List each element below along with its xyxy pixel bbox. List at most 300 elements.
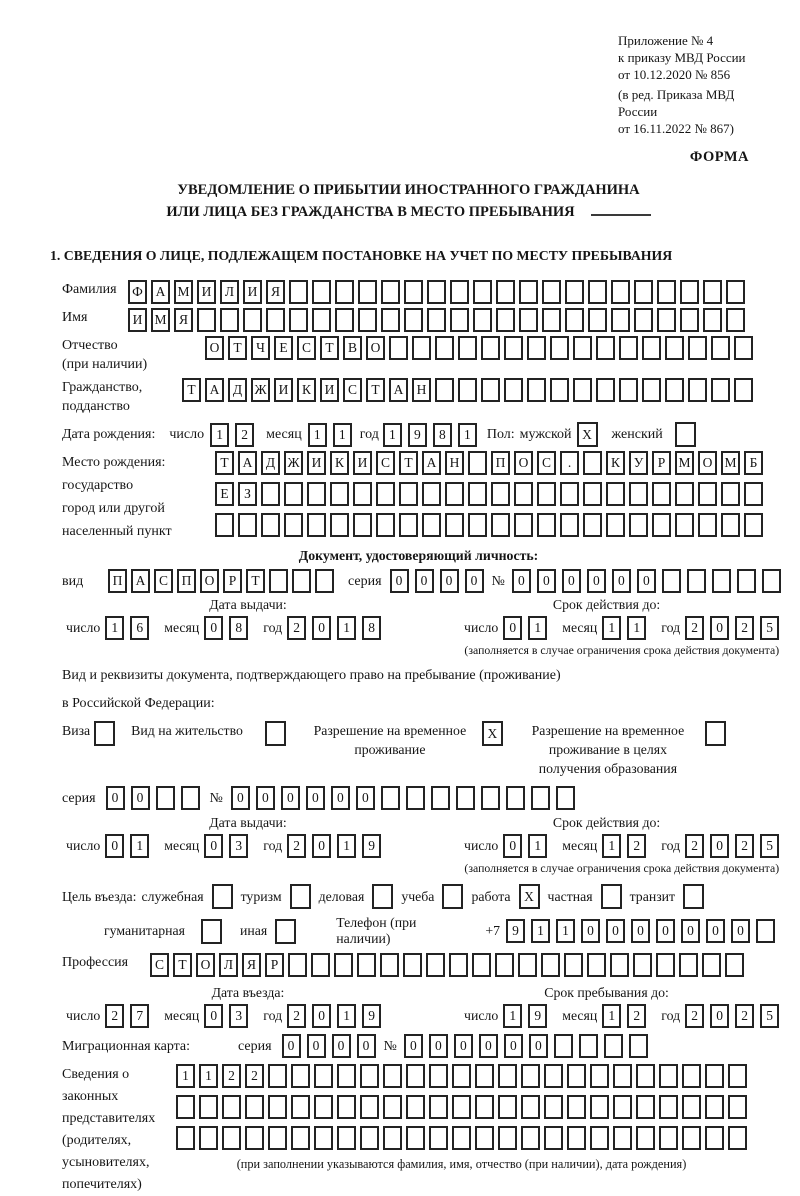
form-cell[interactable] <box>680 308 699 332</box>
form-cell[interactable]: 5 <box>760 616 779 640</box>
form-cell[interactable] <box>245 1095 264 1119</box>
form-cell[interactable]: Ф <box>128 280 147 304</box>
form-cell[interactable]: 1 <box>105 616 124 640</box>
form-cell[interactable] <box>399 482 418 506</box>
form-cell[interactable] <box>445 513 464 537</box>
form-cell[interactable] <box>284 513 303 537</box>
form-cell[interactable]: 0 <box>332 1034 351 1058</box>
form-cell[interactable] <box>550 378 569 402</box>
stay-month-input[interactable] <box>602 1004 646 1028</box>
form-cell[interactable]: 0 <box>681 919 700 943</box>
form-cell[interactable] <box>728 1064 747 1088</box>
res-issue-month-input[interactable] <box>204 834 248 858</box>
birth-place-row1[interactable] <box>215 451 763 475</box>
form-cell[interactable] <box>521 1095 540 1119</box>
citizenship-input[interactable] <box>182 378 753 402</box>
form-cell[interactable]: 2 <box>287 616 306 640</box>
form-cell[interactable] <box>427 280 446 304</box>
expiry-year-input[interactable] <box>685 616 779 640</box>
form-cell[interactable]: Ч <box>251 336 270 360</box>
form-cell[interactable] <box>458 378 477 402</box>
form-cell[interactable] <box>521 1064 540 1088</box>
form-cell[interactable] <box>703 308 722 332</box>
form-cell[interactable]: И <box>128 308 147 332</box>
form-cell[interactable]: 1 <box>503 1004 522 1028</box>
form-cell[interactable]: 0 <box>656 919 675 943</box>
birth-month-input[interactable] <box>308 423 352 447</box>
form-cell[interactable] <box>222 1126 241 1150</box>
form-cell[interactable] <box>435 336 454 360</box>
form-cell[interactable] <box>406 1126 425 1150</box>
form-cell[interactable] <box>656 953 675 977</box>
form-cell[interactable] <box>330 482 349 506</box>
form-cell[interactable] <box>705 721 726 746</box>
form-cell[interactable]: С <box>537 451 556 475</box>
form-cell[interactable] <box>705 1126 724 1150</box>
sex-female-checkbox[interactable] <box>675 422 696 447</box>
form-cell[interactable] <box>737 569 756 593</box>
form-cell[interactable] <box>429 1064 448 1088</box>
form-cell[interactable] <box>659 1095 678 1119</box>
form-cell[interactable] <box>334 953 353 977</box>
form-cell[interactable] <box>450 280 469 304</box>
form-cell[interactable]: 1 <box>210 423 229 447</box>
form-cell[interactable] <box>289 308 308 332</box>
form-cell[interactable]: К <box>330 451 349 475</box>
form-cell[interactable] <box>496 280 515 304</box>
form-cell[interactable] <box>426 953 445 977</box>
form-cell[interactable] <box>725 953 744 977</box>
form-cell[interactable]: 0 <box>256 786 275 810</box>
form-cell[interactable]: 1 <box>199 1064 218 1088</box>
form-cell[interactable]: 5 <box>760 1004 779 1028</box>
form-cell[interactable] <box>541 953 560 977</box>
form-cell[interactable] <box>544 1064 563 1088</box>
form-cell[interactable]: А <box>389 378 408 402</box>
form-cell[interactable]: Я <box>242 953 261 977</box>
form-cell[interactable] <box>335 280 354 304</box>
birth-place-row2[interactable] <box>215 482 763 506</box>
form-cell[interactable]: 3 <box>229 834 248 858</box>
form-cell[interactable] <box>290 884 311 909</box>
sex-male-checkbox[interactable] <box>577 422 598 447</box>
form-cell[interactable] <box>197 308 216 332</box>
form-cell[interactable]: 2 <box>287 1004 306 1028</box>
form-cell[interactable]: 0 <box>282 1034 301 1058</box>
form-cell[interactable]: О <box>698 451 717 475</box>
form-cell[interactable] <box>353 482 372 506</box>
form-cell[interactable]: О <box>366 336 385 360</box>
form-cell[interactable]: 0 <box>331 786 350 810</box>
stay-year-input[interactable] <box>685 1004 779 1028</box>
form-cell[interactable] <box>176 1126 195 1150</box>
form-cell[interactable] <box>567 1064 586 1088</box>
form-cell[interactable]: 0 <box>454 1034 473 1058</box>
form-cell[interactable] <box>583 482 602 506</box>
form-cell[interactable]: 0 <box>710 616 729 640</box>
form-cell[interactable]: 1 <box>383 423 402 447</box>
form-cell[interactable]: Р <box>265 953 284 977</box>
form-cell[interactable]: Т <box>173 953 192 977</box>
form-cell[interactable] <box>688 378 707 402</box>
form-cell[interactable]: Т <box>182 378 201 402</box>
form-cell[interactable] <box>261 482 280 506</box>
form-cell[interactable] <box>311 953 330 977</box>
form-cell[interactable] <box>269 569 288 593</box>
form-cell[interactable] <box>220 308 239 332</box>
form-cell[interactable]: А <box>205 378 224 402</box>
form-cell[interactable]: И <box>320 378 339 402</box>
form-cell[interactable] <box>659 1126 678 1150</box>
form-cell[interactable]: С <box>376 451 395 475</box>
form-cell[interactable] <box>468 513 487 537</box>
form-cell[interactable] <box>756 919 775 943</box>
form-cell[interactable]: М <box>675 451 694 475</box>
form-cell[interactable]: И <box>307 451 326 475</box>
form-cell[interactable] <box>698 482 717 506</box>
form-cell[interactable] <box>422 482 441 506</box>
form-cell[interactable]: 0 <box>415 569 434 593</box>
form-cell[interactable] <box>406 1064 425 1088</box>
form-cell[interactable] <box>590 1064 609 1088</box>
form-cell[interactable]: И <box>243 280 262 304</box>
form-cell[interactable]: 9 <box>362 1004 381 1028</box>
form-cell[interactable]: З <box>238 482 257 506</box>
form-cell[interactable] <box>531 786 550 810</box>
form-cell[interactable] <box>636 1064 655 1088</box>
form-cell[interactable]: 1 <box>130 834 149 858</box>
purpose-study-checkbox[interactable] <box>442 884 463 909</box>
phone-input[interactable] <box>506 919 775 943</box>
form-cell[interactable]: 1 <box>602 616 621 640</box>
birth-place-row3[interactable] <box>215 513 763 537</box>
form-cell[interactable]: О <box>205 336 224 360</box>
form-cell[interactable] <box>633 953 652 977</box>
res-expiry-month-input[interactable] <box>602 834 646 858</box>
form-cell[interactable]: Р <box>652 451 671 475</box>
form-cell[interactable]: 0 <box>503 834 522 858</box>
form-cell[interactable] <box>291 1126 310 1150</box>
form-cell[interactable] <box>679 953 698 977</box>
form-cell[interactable]: 0 <box>612 569 631 593</box>
form-cell[interactable] <box>357 953 376 977</box>
form-cell[interactable] <box>527 336 546 360</box>
entry-year-input[interactable] <box>287 1004 381 1028</box>
form-cell[interactable]: В <box>343 336 362 360</box>
form-cell[interactable] <box>514 513 533 537</box>
form-cell[interactable]: П <box>108 569 127 593</box>
form-cell[interactable]: 2 <box>287 834 306 858</box>
form-cell[interactable] <box>360 1126 379 1150</box>
form-cell[interactable] <box>636 1126 655 1150</box>
form-cell[interactable] <box>579 1034 598 1058</box>
form-cell[interactable]: 6 <box>130 616 149 640</box>
form-cell[interactable] <box>542 280 561 304</box>
form-cell[interactable]: Т <box>320 336 339 360</box>
form-cell[interactable] <box>475 1126 494 1150</box>
purpose-tourism-checkbox[interactable] <box>290 884 311 909</box>
form-cell[interactable] <box>452 1126 471 1150</box>
form-cell[interactable] <box>245 1126 264 1150</box>
form-cell[interactable]: Л <box>220 280 239 304</box>
form-cell[interactable]: 0 <box>204 616 223 640</box>
form-cell[interactable] <box>452 1095 471 1119</box>
form-cell[interactable]: 1 <box>337 834 356 858</box>
temp-residence-education-checkbox[interactable] <box>705 721 726 746</box>
form-cell[interactable] <box>711 336 730 360</box>
form-cell[interactable]: 0 <box>390 569 409 593</box>
form-cell[interactable] <box>360 1095 379 1119</box>
form-cell[interactable] <box>682 1095 701 1119</box>
form-cell[interactable] <box>376 482 395 506</box>
form-cell[interactable] <box>288 953 307 977</box>
form-cell[interactable] <box>634 308 653 332</box>
form-cell[interactable] <box>537 482 556 506</box>
form-cell[interactable] <box>456 786 475 810</box>
form-cell[interactable] <box>606 482 625 506</box>
form-cell[interactable]: Т <box>228 336 247 360</box>
form-cell[interactable]: 1 <box>627 616 646 640</box>
form-cell[interactable]: X <box>482 721 503 746</box>
form-cell[interactable]: О <box>200 569 219 593</box>
form-cell[interactable] <box>705 1064 724 1088</box>
form-cell[interactable] <box>702 953 721 977</box>
form-cell[interactable]: 7 <box>130 1004 149 1028</box>
form-cell[interactable] <box>266 308 285 332</box>
form-cell[interactable]: 5 <box>760 834 779 858</box>
form-cell[interactable] <box>498 1064 517 1088</box>
form-cell[interactable]: 8 <box>229 616 248 640</box>
form-cell[interactable] <box>604 1034 623 1058</box>
form-cell[interactable]: 0 <box>106 786 125 810</box>
form-cell[interactable] <box>268 1095 287 1119</box>
form-cell[interactable] <box>94 721 115 746</box>
form-cell[interactable] <box>431 786 450 810</box>
form-cell[interactable]: 0 <box>581 919 600 943</box>
issue-year-input[interactable] <box>287 616 381 640</box>
form-cell[interactable]: 0 <box>204 1004 223 1028</box>
form-cell[interactable]: К <box>297 378 316 402</box>
res-expiry-year-input[interactable] <box>685 834 779 858</box>
form-cell[interactable] <box>427 308 446 332</box>
form-cell[interactable]: М <box>151 308 170 332</box>
form-cell[interactable]: 0 <box>429 1034 448 1058</box>
form-cell[interactable] <box>372 884 393 909</box>
form-cell[interactable]: Д <box>228 378 247 402</box>
form-cell[interactable] <box>518 953 537 977</box>
form-cell[interactable]: 0 <box>504 1034 523 1058</box>
form-cell[interactable] <box>292 569 311 593</box>
form-cell[interactable]: О <box>514 451 533 475</box>
form-cell[interactable]: 1 <box>176 1064 195 1088</box>
form-cell[interactable] <box>504 378 523 402</box>
form-cell[interactable] <box>449 953 468 977</box>
form-cell[interactable] <box>688 336 707 360</box>
form-cell[interactable]: 0 <box>606 919 625 943</box>
form-cell[interactable]: 9 <box>362 834 381 858</box>
purpose-transit-checkbox[interactable] <box>683 884 704 909</box>
form-cell[interactable] <box>376 513 395 537</box>
form-cell[interactable] <box>613 1064 632 1088</box>
form-cell[interactable] <box>291 1095 310 1119</box>
form-cell[interactable] <box>544 1095 563 1119</box>
form-cell[interactable] <box>657 308 676 332</box>
form-cell[interactable] <box>634 280 653 304</box>
form-cell[interactable] <box>353 513 372 537</box>
form-cell[interactable]: Е <box>274 336 293 360</box>
form-cell[interactable] <box>291 1064 310 1088</box>
issue-day-input[interactable] <box>105 616 149 640</box>
form-cell[interactable]: 0 <box>440 569 459 593</box>
form-cell[interactable]: 0 <box>312 834 331 858</box>
form-cell[interactable]: 0 <box>529 1034 548 1058</box>
form-cell[interactable] <box>613 1095 632 1119</box>
res-issue-day-input[interactable] <box>105 834 149 858</box>
form-cell[interactable] <box>468 482 487 506</box>
form-cell[interactable]: С <box>343 378 362 402</box>
form-cell[interactable]: 1 <box>602 834 621 858</box>
form-cell[interactable] <box>429 1095 448 1119</box>
form-cell[interactable]: К <box>606 451 625 475</box>
form-cell[interactable] <box>560 482 579 506</box>
form-cell[interactable] <box>734 378 753 402</box>
temp-residence-checkbox[interactable] <box>482 721 503 746</box>
form-cell[interactable]: 0 <box>537 569 556 593</box>
form-cell[interactable]: 1 <box>337 616 356 640</box>
migration-series-input[interactable] <box>282 1034 376 1058</box>
form-cell[interactable]: 0 <box>706 919 725 943</box>
form-cell[interactable]: 9 <box>506 919 525 943</box>
form-cell[interactable] <box>601 884 622 909</box>
form-cell[interactable] <box>199 1126 218 1150</box>
form-cell[interactable] <box>496 308 515 332</box>
form-cell[interactable] <box>381 786 400 810</box>
form-cell[interactable] <box>330 513 349 537</box>
form-cell[interactable] <box>312 308 331 332</box>
form-cell[interactable] <box>468 451 487 475</box>
form-cell[interactable] <box>199 1095 218 1119</box>
form-cell[interactable] <box>495 953 514 977</box>
form-cell[interactable]: Т <box>366 378 385 402</box>
form-cell[interactable]: 0 <box>465 569 484 593</box>
form-cell[interactable] <box>728 1095 747 1119</box>
form-cell[interactable] <box>265 721 286 746</box>
purpose-business-checkbox[interactable] <box>372 884 393 909</box>
stay-day-input[interactable] <box>503 1004 547 1028</box>
form-cell[interactable] <box>611 280 630 304</box>
form-cell[interactable]: 9 <box>528 1004 547 1028</box>
form-cell[interactable] <box>422 513 441 537</box>
form-cell[interactable]: С <box>150 953 169 977</box>
form-cell[interactable] <box>652 482 671 506</box>
form-cell[interactable]: С <box>297 336 316 360</box>
residence-permit-checkbox[interactable] <box>265 721 286 746</box>
form-cell[interactable]: У <box>629 451 648 475</box>
form-cell[interactable] <box>358 308 377 332</box>
form-cell[interactable] <box>458 336 477 360</box>
form-cell[interactable]: 2 <box>105 1004 124 1028</box>
form-cell[interactable] <box>243 308 262 332</box>
form-cell[interactable] <box>550 336 569 360</box>
form-cell[interactable]: 0 <box>710 834 729 858</box>
purpose-official-checkbox[interactable] <box>212 884 233 909</box>
form-cell[interactable]: Ж <box>251 378 270 402</box>
form-cell[interactable] <box>381 308 400 332</box>
form-cell[interactable] <box>473 308 492 332</box>
form-cell[interactable] <box>498 1095 517 1119</box>
form-cell[interactable] <box>473 280 492 304</box>
form-cell[interactable]: Е <box>215 482 234 506</box>
form-cell[interactable] <box>565 280 584 304</box>
form-cell[interactable] <box>156 786 175 810</box>
form-cell[interactable] <box>588 280 607 304</box>
form-cell[interactable]: 3 <box>229 1004 248 1028</box>
form-cell[interactable] <box>399 513 418 537</box>
form-cell[interactable] <box>606 513 625 537</box>
form-cell[interactable]: А <box>151 280 170 304</box>
form-cell[interactable]: 1 <box>556 919 575 943</box>
form-cell[interactable]: 0 <box>357 1034 376 1058</box>
form-cell[interactable]: 0 <box>312 616 331 640</box>
form-cell[interactable]: И <box>353 451 372 475</box>
form-cell[interactable] <box>662 569 681 593</box>
form-cell[interactable] <box>675 513 694 537</box>
doc-number-input[interactable] <box>512 569 781 593</box>
form-cell[interactable] <box>491 482 510 506</box>
form-cell[interactable] <box>435 378 454 402</box>
form-cell[interactable] <box>389 336 408 360</box>
form-cell[interactable] <box>726 280 745 304</box>
form-cell[interactable] <box>659 1064 678 1088</box>
form-cell[interactable] <box>312 280 331 304</box>
doc-series-input[interactable] <box>390 569 484 593</box>
form-cell[interactable] <box>567 1095 586 1119</box>
form-cell[interactable] <box>556 786 575 810</box>
form-cell[interactable]: 2 <box>245 1064 264 1088</box>
form-cell[interactable]: 2 <box>735 616 754 640</box>
form-cell[interactable]: 2 <box>685 834 704 858</box>
form-cell[interactable] <box>721 482 740 506</box>
form-cell[interactable]: Я <box>174 308 193 332</box>
form-cell[interactable] <box>560 513 579 537</box>
form-cell[interactable] <box>475 1095 494 1119</box>
res-issue-year-input[interactable] <box>287 834 381 858</box>
form-cell[interactable] <box>703 280 722 304</box>
form-cell[interactable] <box>636 1095 655 1119</box>
form-cell[interactable]: П <box>491 451 510 475</box>
form-cell[interactable] <box>404 308 423 332</box>
form-cell[interactable] <box>335 308 354 332</box>
form-cell[interactable] <box>721 513 740 537</box>
purpose-other-checkbox[interactable] <box>275 919 296 944</box>
form-cell[interactable] <box>613 1126 632 1150</box>
form-cell[interactable] <box>383 1064 402 1088</box>
form-cell[interactable] <box>381 280 400 304</box>
form-cell[interactable]: 0 <box>307 1034 326 1058</box>
form-cell[interactable] <box>314 1064 333 1088</box>
form-cell[interactable] <box>687 569 706 593</box>
form-cell[interactable] <box>590 1095 609 1119</box>
form-cell[interactable]: 2 <box>735 1004 754 1028</box>
form-cell[interactable]: С <box>154 569 173 593</box>
form-cell[interactable] <box>261 513 280 537</box>
form-cell[interactable]: 9 <box>408 423 427 447</box>
form-cell[interactable] <box>472 953 491 977</box>
form-cell[interactable] <box>611 308 630 332</box>
form-cell[interactable] <box>475 1064 494 1088</box>
form-cell[interactable]: 1 <box>528 834 547 858</box>
form-cell[interactable] <box>383 1126 402 1150</box>
